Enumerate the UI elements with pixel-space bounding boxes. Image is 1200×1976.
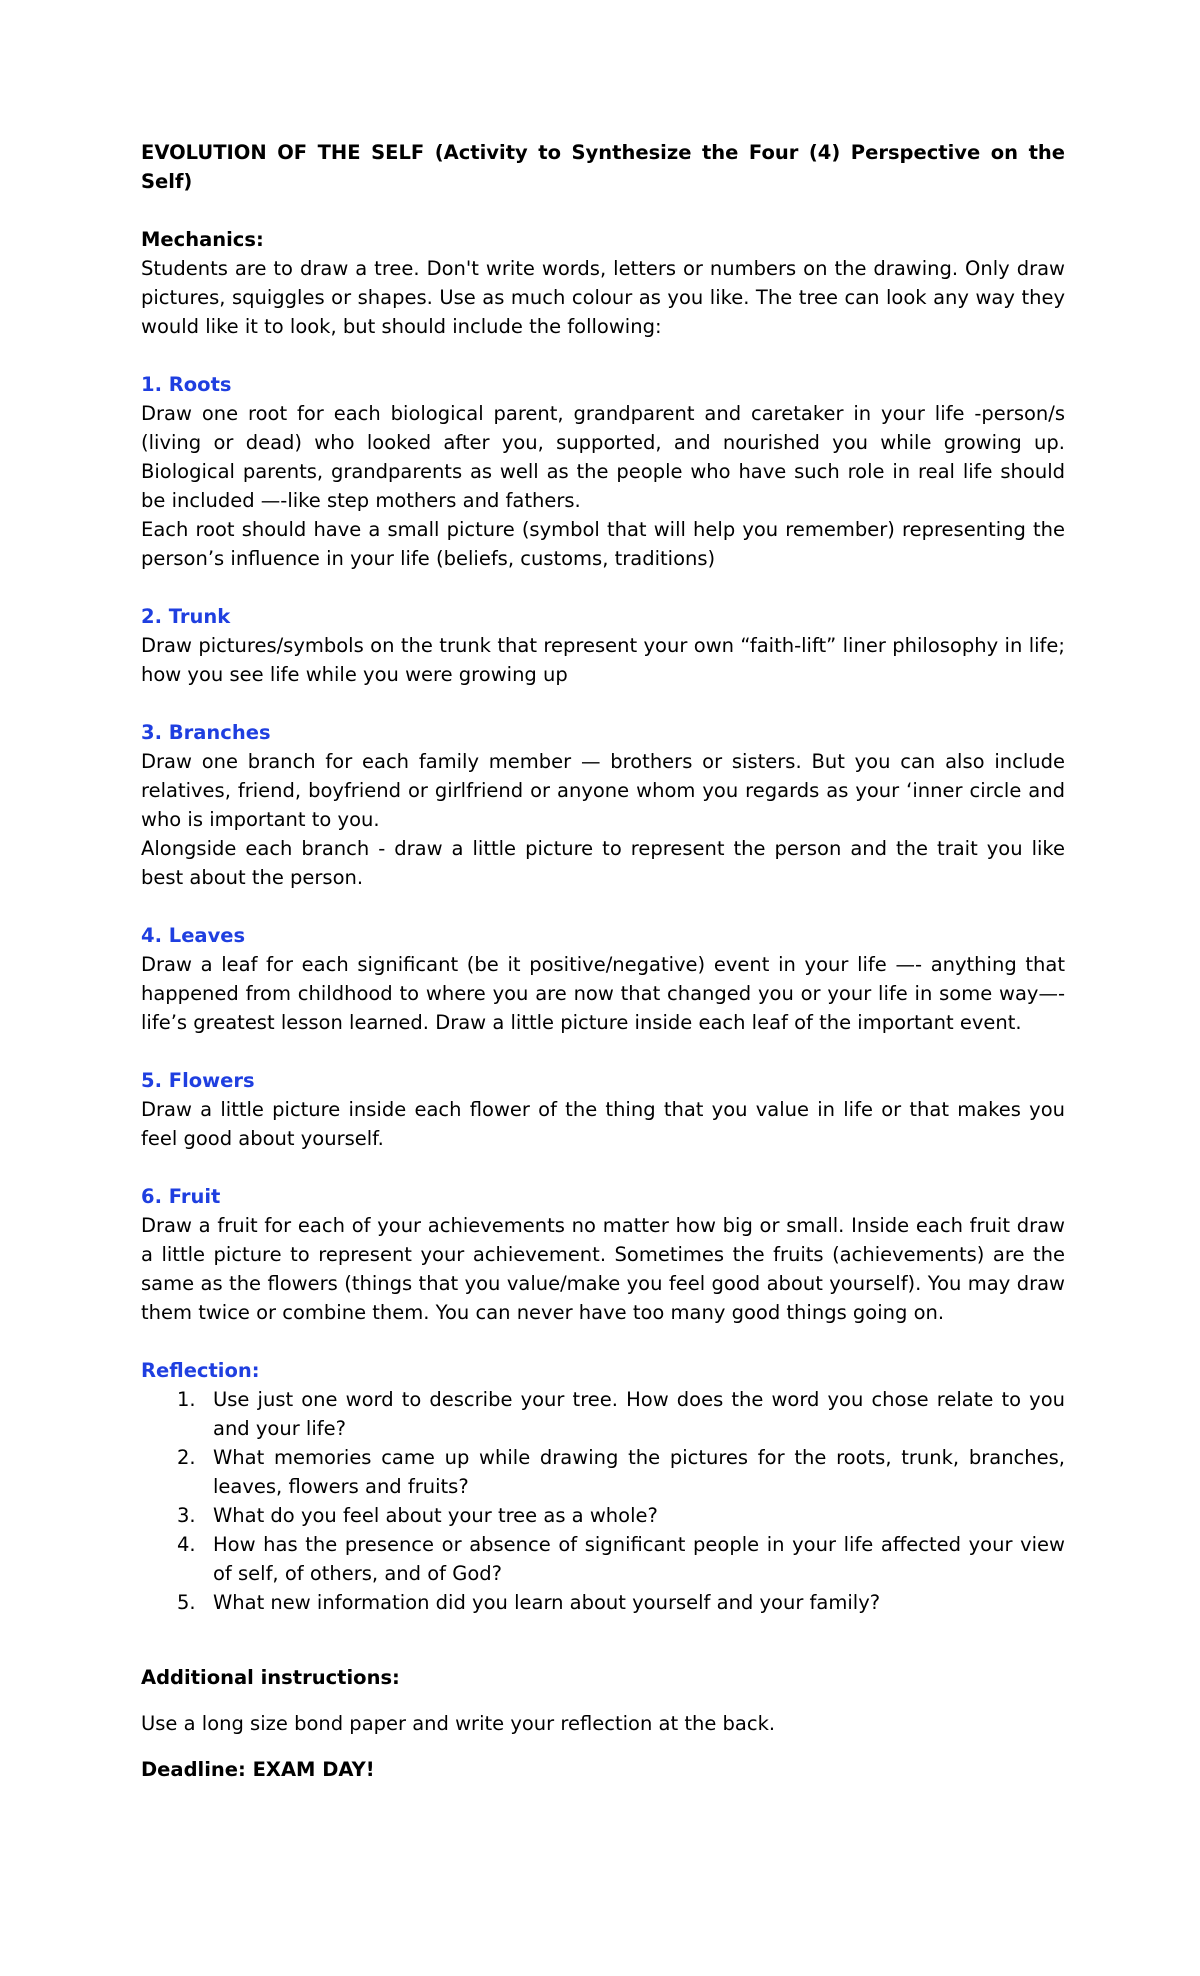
reflection-item <box>141 1530 1065 1588</box>
section-flowers-paragraph-1: Draw a little picture inside each flower of the thing that you value in life or that makes you feel good about yourself. <box>141 1098 1065 1150</box>
section-heading-trunk: 2. Trunk <box>141 605 231 628</box>
section-branches-paragraph-1: Draw one branch for each family member — brothers or sisters. But you can also include relatives, friend, boyfriend or girlfriend or anyone whom you regards as your ‘inner circle and who is important to you. <box>141 750 1065 831</box>
mechanics-text: Students are to draw a tree. Don't write words, letters or numbers on the drawing. Only draw pictures, squiggles or shapes. Use as much colour as you like. The tree can look any way they would like it to look, but should include the following: <box>141 257 1065 338</box>
section-heading-leaves: 4. Leaves <box>141 924 246 947</box>
section-heading-branches: 3. Branches <box>141 721 271 744</box>
reflection-item-number: 5. <box>177 1591 196 1614</box>
reflection-item-text: What do you feel about your tree as a whole? <box>213 1504 658 1527</box>
section-fruit-paragraph-1: Draw a fruit for each of your achievements no matter how big or small. Inside each fruit draw a little picture to represent your achievement. Sometimes the fruits (achievements) are the same as the flowers (things that you value/make you feel good about yourself). You may draw them twice or combine them. You can never have too many good things going on. <box>141 1214 1065 1324</box>
reflection-item <box>141 1385 1065 1443</box>
section-leaves-paragraph-1: Draw a leaf for each significant (be it positive/negative) event in your life —- anything that happened from childhood to where you are now that changed you or your life in some way—-life’s greatest lesson learned. Draw a little picture inside each leaf of the important event. <box>141 953 1065 1034</box>
deadline-text: Deadline: EXAM DAY! <box>141 1758 375 1781</box>
document-title: EVOLUTION OF THE SELF (Activity to Synthesize the Four (4) Perspective on the Self) <box>141 141 1065 193</box>
reflection-item-number: 2. <box>177 1446 196 1469</box>
document-page <box>141 138 1065 1784</box>
reflection-heading: Reflection: <box>141 1359 260 1382</box>
section-heading-fruit: 6. Fruit <box>141 1185 221 1208</box>
reflection-item-text: What memories came up while drawing the pictures for the roots, trunk, branches, leaves, flowers and fruits? <box>213 1446 1065 1498</box>
reflection-item-text: How has the presence or absence of significant people in your life affected your view of self, of others, and of God? <box>213 1533 1065 1585</box>
reflection-item <box>141 1443 1065 1501</box>
reflection-item-text: Use just one word to describe your tree. How does the word you chose relate to you and your life? <box>213 1388 1065 1440</box>
section-heading-roots: 1. Roots <box>141 373 232 396</box>
section-heading-flowers: 5. Flowers <box>141 1069 255 1092</box>
reflection-item-number: 3. <box>177 1504 196 1527</box>
section-roots-paragraph-2: Each root should have a small picture (symbol that will help you remember) representing the person’s influence in your life (beliefs, customs, traditions) <box>141 518 1065 570</box>
reflection-item <box>141 1501 1065 1530</box>
reflection-item-number: 4. <box>177 1533 196 1556</box>
section-roots-paragraph-1: Draw one root for each biological parent, grandparent and caretaker in your life -person/s (living or dead) who looked after you, supported, and nourished you while growing up. Biological parents, grandparents as well as the people who have such role in real life should be included —-like step mothers and fathers. <box>141 402 1065 512</box>
reflection-item-number: 1. <box>177 1388 196 1411</box>
reflection-item <box>141 1588 1065 1617</box>
additional-instructions-heading: Additional instructions: <box>141 1666 400 1689</box>
reflection-item-text: What new information did you learn about yourself and your family? <box>213 1591 881 1614</box>
section-trunk-paragraph-1: Draw pictures/symbols on the trunk that represent your own “faith-lift” liner philosophy in life; how you see life while you were growing up <box>141 634 1065 686</box>
additional-instructions-text: Use a long size bond paper and write your reflection at the back. <box>141 1712 776 1735</box>
section-branches-paragraph-2: Alongside each branch - draw a little picture to represent the person and the trait you like best about the person. <box>141 837 1065 889</box>
mechanics-heading: Mechanics: <box>141 228 264 251</box>
